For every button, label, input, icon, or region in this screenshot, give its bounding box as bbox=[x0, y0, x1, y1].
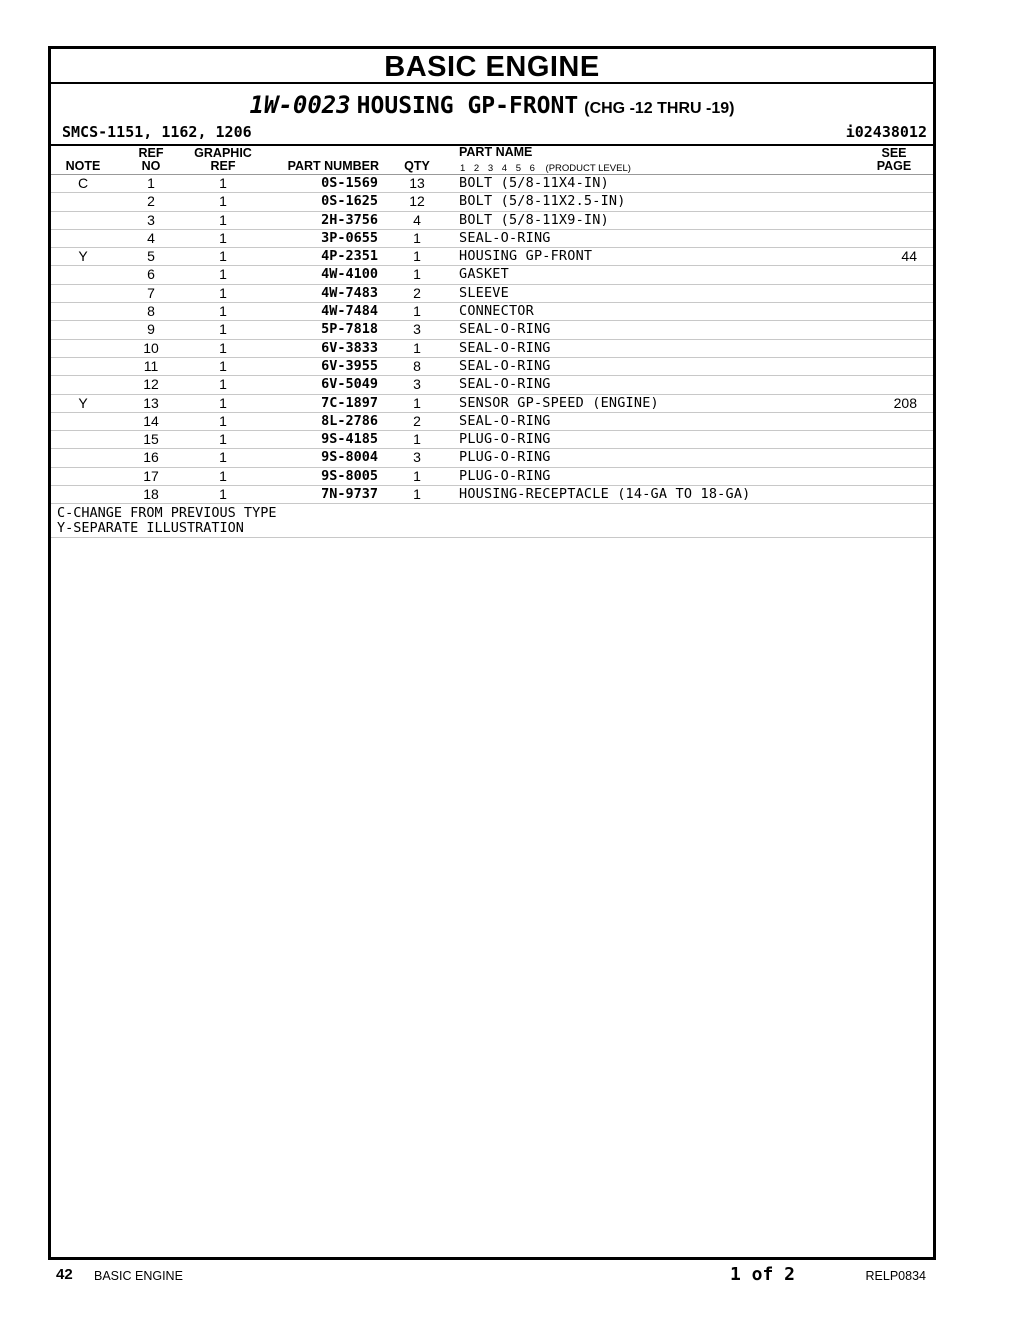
header-see-top: SEE bbox=[881, 146, 907, 160]
row-part-number: 3P-0655 bbox=[321, 229, 378, 246]
row-part-number: 6V-3833 bbox=[321, 339, 378, 356]
table-row bbox=[51, 340, 933, 358]
row-qty: 1 bbox=[413, 248, 421, 265]
row-ref-no: 4 bbox=[147, 229, 155, 246]
header-note: NOTE bbox=[65, 159, 101, 173]
table-row bbox=[51, 212, 933, 230]
row-qty: 1 bbox=[413, 467, 421, 484]
header-ref-bottom: NO bbox=[141, 159, 161, 173]
table-row bbox=[51, 395, 933, 413]
notes-legend bbox=[51, 504, 933, 538]
row-ref-no: 12 bbox=[143, 376, 159, 393]
header-graphic-top: GRAPHIC bbox=[194, 146, 252, 160]
footer-page-number: 42 bbox=[56, 1266, 73, 1283]
group-part-number: 1W-0023 bbox=[249, 91, 351, 119]
row-graphic-ref: 1 bbox=[219, 357, 227, 374]
note-separate-illustration: Y-SEPARATE ILLUSTRATION bbox=[57, 520, 244, 537]
row-ref-no: 15 bbox=[143, 431, 159, 448]
row-qty: 1 bbox=[413, 394, 421, 411]
row-qty: 2 bbox=[413, 284, 421, 301]
row-graphic-ref: 1 bbox=[219, 486, 227, 503]
row-graphic-ref: 1 bbox=[219, 229, 227, 246]
row-part-number: 0S-1625 bbox=[321, 193, 378, 210]
row-ref-no: 13 bbox=[143, 394, 159, 411]
row-graphic-ref: 1 bbox=[219, 266, 227, 283]
table-row bbox=[51, 449, 933, 467]
row-part-name: SEAL-O-RING bbox=[459, 321, 551, 338]
table-row bbox=[51, 266, 933, 284]
row-part-name: SEAL-O-RING bbox=[459, 376, 551, 393]
parts-page-frame bbox=[48, 46, 936, 1260]
footer-doc-id: RELP0834 bbox=[865, 1269, 926, 1283]
row-part-number: 6V-3955 bbox=[321, 357, 378, 374]
row-ref-no: 1 bbox=[147, 175, 155, 191]
row-graphic-ref: 1 bbox=[219, 303, 227, 320]
product-level-label: (PRODUCT LEVEL) bbox=[545, 163, 631, 174]
smcs-codes: SMCS-1151, 1162, 1206 bbox=[62, 123, 252, 141]
smcs-row bbox=[51, 122, 933, 146]
row-ref-no: 9 bbox=[147, 321, 155, 338]
row-qty: 2 bbox=[413, 412, 421, 429]
row-part-name: BOLT (5/8-11X9-IN) bbox=[459, 211, 609, 228]
row-part-name: CONNECTOR bbox=[459, 303, 534, 320]
row-qty: 1 bbox=[413, 486, 421, 503]
row-part-name: HOUSING GP-FRONT bbox=[459, 248, 593, 265]
table-row bbox=[51, 358, 933, 376]
table-row bbox=[51, 431, 933, 449]
table-row bbox=[51, 230, 933, 248]
row-part-name: BOLT (5/8-11X2.5-IN) bbox=[459, 193, 626, 210]
row-graphic-ref: 1 bbox=[219, 284, 227, 301]
row-ref-no: 2 bbox=[147, 193, 155, 210]
row-qty: 13 bbox=[409, 175, 425, 191]
product-level-numbers: 1 2 3 4 5 6 bbox=[460, 163, 535, 174]
row-graphic-ref: 1 bbox=[219, 449, 227, 466]
header-see-bottom: PAGE bbox=[876, 159, 912, 173]
group-change-range: (CHG -12 THRU -19) bbox=[584, 100, 735, 117]
row-note: Y bbox=[78, 394, 88, 411]
row-note: C bbox=[77, 175, 89, 191]
row-part-name: SEAL-O-RING bbox=[459, 412, 551, 429]
table-row bbox=[51, 413, 933, 431]
row-part-name: PLUG-O-RING bbox=[459, 449, 551, 466]
row-qty: 1 bbox=[413, 266, 421, 283]
group-name: HOUSING GP-FRONT bbox=[356, 93, 579, 119]
row-part-number: 0S-1569 bbox=[321, 175, 378, 191]
row-ref-no: 5 bbox=[147, 248, 155, 265]
row-ref-no: 3 bbox=[147, 211, 155, 228]
row-graphic-ref: 1 bbox=[219, 321, 227, 338]
row-qty: 3 bbox=[413, 321, 421, 338]
row-part-number: 6V-5049 bbox=[321, 376, 378, 393]
row-graphic-ref: 1 bbox=[219, 376, 227, 393]
row-graphic-ref: 1 bbox=[219, 193, 227, 210]
row-part-name: SLEEVE bbox=[459, 284, 509, 301]
header-qty: QTY bbox=[404, 159, 430, 173]
row-part-number: 9S-8005 bbox=[321, 467, 378, 484]
row-qty: 3 bbox=[413, 376, 421, 393]
header-graphic-bottom: REF bbox=[210, 159, 236, 173]
row-graphic-ref: 1 bbox=[219, 394, 227, 411]
row-part-name: SEAL-O-RING bbox=[459, 339, 551, 356]
row-qty: 12 bbox=[409, 193, 425, 210]
row-ref-no: 18 bbox=[143, 486, 159, 503]
table-row bbox=[51, 321, 933, 339]
row-part-name: SEAL-O-RING bbox=[459, 357, 551, 374]
header-ref-top: REF bbox=[138, 146, 164, 160]
row-part-name: GASKET bbox=[459, 266, 509, 283]
row-part-name: BOLT (5/8-11X4-IN) bbox=[459, 175, 609, 191]
row-graphic-ref: 1 bbox=[219, 412, 227, 429]
row-part-number: 2H-3756 bbox=[321, 211, 378, 228]
row-part-number: 7C-1897 bbox=[321, 394, 378, 411]
row-ref-no: 8 bbox=[147, 303, 155, 320]
footer-page-of: 1 of 2 bbox=[730, 1264, 796, 1285]
row-ref-no: 11 bbox=[143, 357, 159, 374]
row-part-number: 5P-7818 bbox=[321, 321, 378, 338]
row-part-number: 9S-8004 bbox=[321, 449, 378, 466]
header-part-name: PART NAME bbox=[459, 145, 533, 159]
row-part-number: 4W-7483 bbox=[321, 284, 378, 301]
section-title: BASIC ENGINE bbox=[51, 49, 933, 84]
row-ref-no: 10 bbox=[143, 339, 159, 356]
row-part-number: 4W-7484 bbox=[321, 303, 378, 320]
row-part-name: SEAL-O-RING bbox=[459, 229, 551, 246]
row-qty: 8 bbox=[413, 357, 421, 374]
table-row bbox=[51, 175, 933, 193]
row-qty: 1 bbox=[413, 303, 421, 320]
row-ref-no: 7 bbox=[147, 284, 155, 301]
page-footer bbox=[0, 1262, 1020, 1292]
parts-table-body bbox=[51, 175, 933, 504]
row-qty: 4 bbox=[413, 211, 421, 228]
row-part-number: 8L-2786 bbox=[321, 412, 378, 429]
table-row bbox=[51, 193, 933, 211]
row-ref-no: 14 bbox=[143, 412, 159, 429]
row-ref-no: 16 bbox=[143, 449, 159, 466]
footer-section: BASIC ENGINE bbox=[94, 1269, 183, 1283]
row-graphic-ref: 1 bbox=[219, 248, 227, 265]
group-heading bbox=[51, 84, 933, 122]
row-part-number: 4W-4100 bbox=[321, 266, 378, 283]
row-ref-no: 6 bbox=[147, 266, 155, 283]
row-part-name: HOUSING-RECEPTACLE (14-GA TO 18-GA) bbox=[459, 486, 751, 503]
table-row bbox=[51, 486, 933, 504]
row-part-name: PLUG-O-RING bbox=[459, 467, 551, 484]
row-ref-no: 17 bbox=[143, 467, 159, 484]
table-row bbox=[51, 376, 933, 394]
row-graphic-ref: 1 bbox=[219, 211, 227, 228]
header-product-level bbox=[460, 162, 631, 175]
table-header bbox=[51, 146, 933, 175]
table-row bbox=[51, 248, 933, 266]
row-see-page: 208 bbox=[893, 394, 917, 411]
row-part-number: 7N-9737 bbox=[321, 486, 378, 503]
row-part-number: 4P-2351 bbox=[321, 248, 378, 265]
table-row bbox=[51, 468, 933, 486]
note-change: C-CHANGE FROM PREVIOUS TYPE bbox=[57, 505, 277, 522]
row-note: Y bbox=[78, 248, 88, 265]
row-qty: 1 bbox=[413, 339, 421, 356]
row-graphic-ref: 1 bbox=[219, 175, 227, 191]
illustration-id: i02438012 bbox=[845, 123, 927, 141]
row-see-page: 44 bbox=[901, 248, 917, 265]
table-row bbox=[51, 303, 933, 321]
row-qty: 1 bbox=[413, 431, 421, 448]
row-part-name: SENSOR GP-SPEED (ENGINE) bbox=[459, 394, 659, 411]
row-part-name: PLUG-O-RING bbox=[459, 431, 551, 448]
row-graphic-ref: 1 bbox=[219, 431, 227, 448]
row-qty: 1 bbox=[413, 229, 421, 246]
header-part-number: PART NUMBER bbox=[287, 159, 379, 173]
row-graphic-ref: 1 bbox=[219, 467, 227, 484]
row-graphic-ref: 1 bbox=[219, 339, 227, 356]
row-part-number: 9S-4185 bbox=[321, 431, 378, 448]
table-row bbox=[51, 285, 933, 303]
row-qty: 3 bbox=[413, 449, 421, 466]
